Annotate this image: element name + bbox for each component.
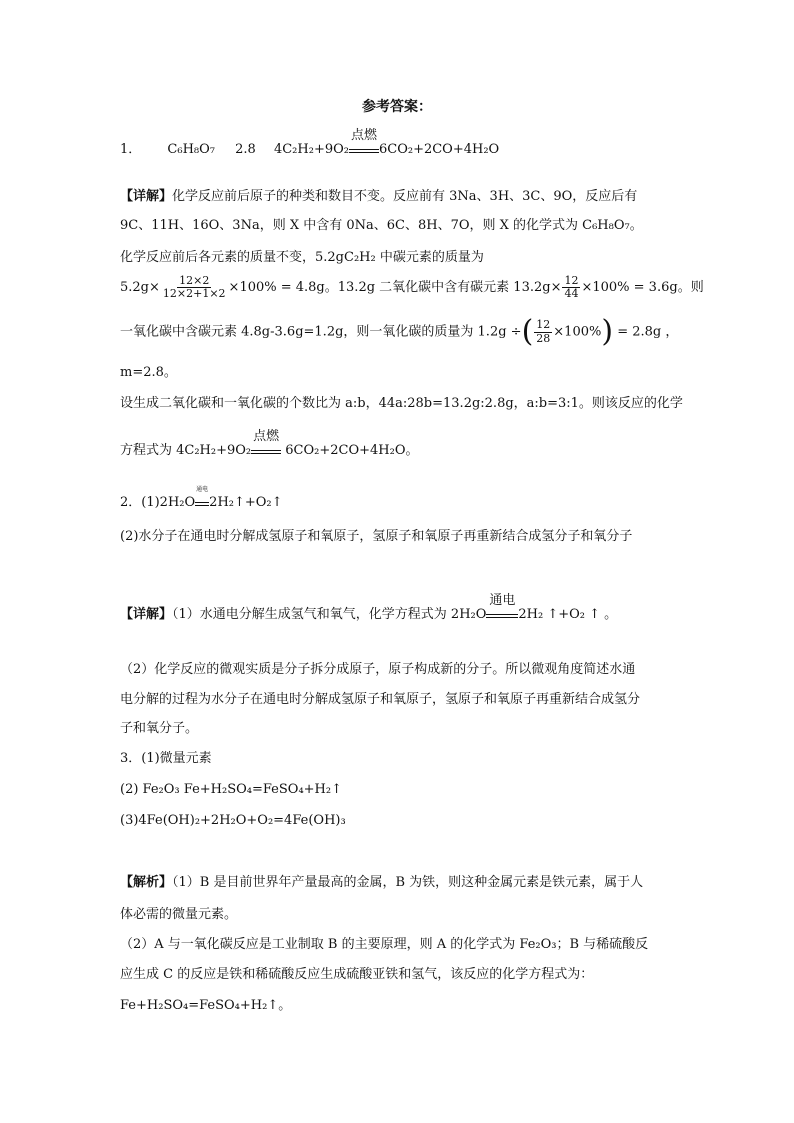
- q2-detail-1: 【详解】（1）水通电分解生成氢气和氧气，化学方程式为 2H₂O 通电 2H₂ ↑+O₂ ↑ 。: [120, 593, 618, 622]
- page-title: 参考答案：: [362, 99, 432, 115]
- q1-ratio-line: 设生成二氧化碳和一氧化碳的个数比为 a:b，44a:28b=13.2g:2.8g，a:b=3:1。则该反应的化学: [120, 396, 683, 411]
- q3-analysis-5: Fe+H₂SO₄=FeSO₄+H₂↑。: [120, 998, 292, 1013]
- q1-calc-line-1: 5.2g× $\frac{12\times 2}{12\times 2+1\times 2}$ ×100% = 4.8g。13.2g 二氧化碳中含有碳元素 13.2g× $\frac{12}{44}$ ×100% = 3.6g。则: [120, 274, 704, 301]
- q3-line-1: 3．(1)微量元素: [120, 751, 212, 766]
- q2-detail-2b: 电分解的过程为水分子在通电时分解成氢原子和氧原子，氢原子和氧原子再重新结合成氢分: [120, 692, 641, 707]
- analysis-header: 【解析】: [120, 875, 173, 890]
- detail-header: 【详解】: [120, 607, 173, 622]
- q1-formula: C₆H₈O₇: [167, 142, 215, 157]
- q1-number: 1．: [120, 142, 142, 157]
- q1-m-line: m=2.8。: [120, 365, 177, 380]
- q3-analysis-2: 体必需的微量元素。: [120, 907, 238, 922]
- q1-answer-line: [120, 128, 500, 157]
- detail-header: 【详解】: [120, 189, 173, 204]
- q1-eq-line: 方程式为 4C₂H₂+9O₂ 点燃 6CO₂+2CO+4H₂O。: [120, 429, 419, 458]
- q3-analysis-4: 应生成 C 的反应是铁和稀硫酸反应生成硫酸亚铁和氢气，该反应的化学方程式为：: [120, 967, 594, 982]
- eq-condition: 通电: [195, 496, 209, 506]
- q3-analysis-3: （2）A 与一氧化碳反应是工业制取 B 的主要原理，则 A 的化学式为 Fe₂O₃；B 与稀硫酸反: [120, 937, 649, 952]
- q2-detail-2c: 子和氧分子。: [120, 721, 199, 736]
- q2-detail-2a: （2）化学反应的微观实质是分子拆分成原子，原子构成新的分子。所以微观角度简述水通: [120, 662, 636, 677]
- q1-value: 2.8: [235, 142, 256, 157]
- q3-line-3: (3)4Fe(OH)₂+2H₂O+O₂=4Fe(OH)₃: [120, 813, 346, 828]
- q1-eq-left: 4C₂H₂+9O₂: [273, 142, 349, 157]
- q1-calc-line-2: 一氧化碳中含碳元素 4.8g-3.6g=1.2g，则一氧化碳的质量为 1.2g ÷( $\frac{12}{28}$ ×100%) = 2.8g ，: [120, 314, 679, 349]
- q1-detail-p1: 【详解】化学反应前后原子的种类和数目不变。反应前有 3Na、3H、3C、9O，反应后有: [120, 189, 638, 204]
- q2-line-1: 2．(1)2H₂O 通电 2H₂↑+O₂↑: [120, 486, 283, 510]
- q3-line-2: (2) Fe₂O₃ Fe+H₂SO₄=FeSO₄+H₂↑: [120, 782, 342, 797]
- q1-detail-p3: 化学反应前后各元素的质量不变，5.2gC₂H₂ 中碳元素的质量为: [120, 250, 484, 265]
- q1-eq-condition: 点燃: [349, 143, 379, 153]
- fraction: $\frac{12\times 2}{12\times 2+1\times 2}$: [162, 274, 226, 301]
- q1-detail-p2: 9C、11H、16O、3Na，则 X 中含有 0Na、6C、8H、7O，则 X 的化学式为 C₆H₈O₇。: [120, 218, 643, 233]
- eq-condition: 通电: [486, 608, 518, 618]
- q3-analysis-1: 【解析】（1）B 是目前世界年产量最高的金属，B 为铁，则这种金属元素是铁元素，属于人: [120, 875, 644, 890]
- fraction: $\frac{12}{28}$: [536, 318, 551, 345]
- q1-eq-right: 6CO₂+2CO+4H₂O: [378, 142, 500, 157]
- fraction: $\frac{12}{44}$: [564, 274, 579, 301]
- q2-line-2: (2)水分子在通电时分解成氢原子和氧原子，氢原子和氧原子再重新结合成氢分子和氧分子: [120, 529, 633, 544]
- eq-condition: 点燃: [251, 444, 281, 454]
